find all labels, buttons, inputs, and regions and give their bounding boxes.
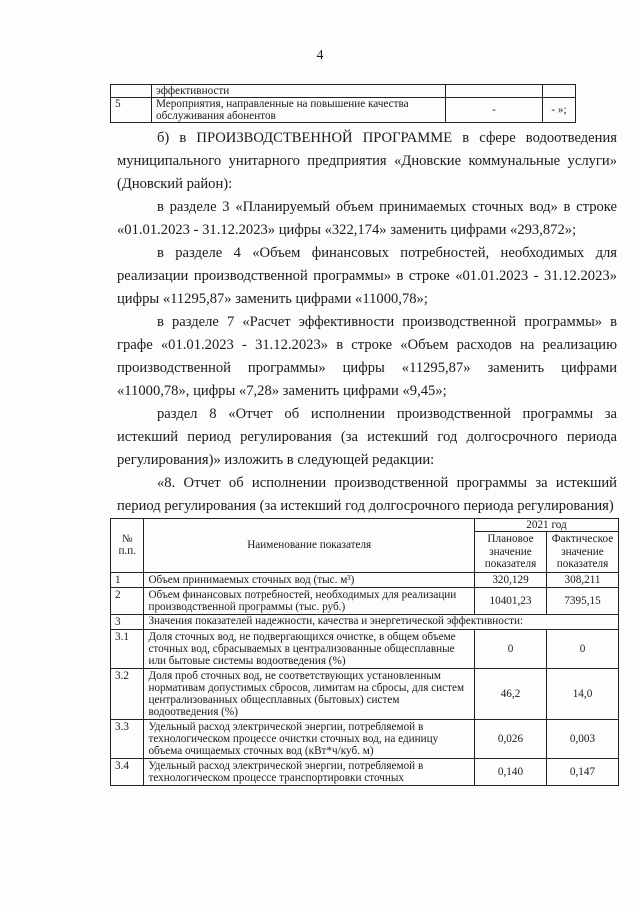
row-number: 3.4 xyxy=(111,758,144,785)
row-fact: 7395,15 xyxy=(546,587,618,614)
row-name: Доля сточных вод, не подвергающихся очистке, в общем объеме сточных вод, сбрасываемых в централизованные общесплавные или бытовые системы водоотведения (%) xyxy=(144,629,475,668)
header-num: № п.п. xyxy=(111,519,144,573)
row-name: Объем финансовых потребностей, необходимых для реализации производственной программы (тыс. руб.) xyxy=(144,587,475,614)
row-plan: 10401,23 xyxy=(475,587,547,614)
row-fact: 14,0 xyxy=(546,668,618,719)
table-row xyxy=(111,758,619,785)
row-text: Мероприятия, направленные на повышение качества обслуживания абонентов xyxy=(152,98,446,123)
table-row xyxy=(111,668,619,719)
paragraph-section-8: раздел 8 «Отчет об исполнении производственной программы за истекший период регулирования (за истекший год долгосрочного периода регулирования)» изложить в следующей редакции: xyxy=(117,406,617,468)
row-fact: 0,147 xyxy=(546,758,618,785)
row-number: 3.3 xyxy=(111,719,144,758)
page-number: 4 xyxy=(316,48,324,63)
row-text: эффективности xyxy=(152,85,446,98)
row-plan: 0 xyxy=(475,629,547,668)
table-row xyxy=(111,629,619,668)
row-plan: - xyxy=(446,98,543,123)
row-number: 3 xyxy=(111,614,144,629)
paragraph-section-4: в разделе 4 «Объем финансовых потребностей, необходимых для реализации производственной программы» в строке «01.01.2023 - 31.12.2023» цифры «11295,87» заменить цифрами «11000,78»; xyxy=(117,245,617,307)
table-row xyxy=(111,85,576,98)
row-plan: 46,2 xyxy=(475,668,547,719)
row-plan: 0,026 xyxy=(475,719,547,758)
row-fact: 0,003 xyxy=(546,719,618,758)
table-row xyxy=(111,98,576,123)
row-name: Удельный расход электрической энергии, потребляемой в технологическом процессе транспортировки сточных xyxy=(144,758,475,785)
table-section-row xyxy=(111,614,619,629)
row-number xyxy=(111,85,152,98)
row-number: 2 xyxy=(111,587,144,614)
header-fact: Фактическое значение показателя xyxy=(546,532,618,573)
paragraph-report-title: «8. Отчет об исполнении производственной программы за истекший период регулирования (за истекший год долгосрочного периода регулирования) xyxy=(117,475,617,514)
header-year: 2021 год xyxy=(475,519,619,532)
row-name: Удельный расход электрической энергии, потребляемой в технологическом процессе очистки сточных вод, на единицу объема очищаемых сточных вод (кВт*ч/куб. м) xyxy=(144,719,475,758)
row-fact xyxy=(543,85,576,98)
row-fact: 308,211 xyxy=(546,572,618,587)
paragraph-section-3: в разделе 3 «Планируемый объем принимаемых сточных вод» в строке «01.01.2023 - 31.12.2023» цифры «322,174» заменить цифрами «293,872»; xyxy=(117,199,617,238)
row-name: Объем принимаемых сточных вод (тыс. м³) xyxy=(144,572,475,587)
row-plan: 0,140 xyxy=(475,758,547,785)
header-plan: Плановое значение показателя xyxy=(475,532,547,573)
paragraph-section-7: в разделе 7 «Расчет эффективности производственной программы» в графе «01.01.2023 - 31.12.2023» в строке «Объем расходов на реализацию производственной программы» цифры «11295,87» заменить цифрами «11000,78», цифры «7,28» заменить цифрами «9,45»; xyxy=(117,314,617,399)
continued-table xyxy=(110,84,576,123)
table-row xyxy=(111,572,619,587)
table-row xyxy=(111,587,619,614)
row-name: Доля проб сточных вод, не соответствующих установленным нормативам допустимых сбросов, лимитам на сбросы, для систем централизованных общесплавных (бытовых) систем водоотведения (%) xyxy=(144,668,475,719)
row-number: 3.1 xyxy=(111,629,144,668)
paragraph-program-intro: б) в ПРОИЗВОДСТВЕННОЙ ПРОГРАММЕ в сфере водоотведения муниципального унитарного предприятия «Дновские коммунальные услуги» (Дновский район): xyxy=(117,130,617,192)
row-fact: 0 xyxy=(546,629,618,668)
section-heading: Значения показателей надежности, качества и энергетической эффективности: xyxy=(144,614,619,629)
row-number: 1 xyxy=(111,572,144,587)
row-number: 3.2 xyxy=(111,668,144,719)
table-row xyxy=(111,719,619,758)
table-header-row xyxy=(111,519,619,532)
document-body xyxy=(117,127,617,518)
header-name: Наименование показателя xyxy=(144,519,475,573)
row-number: 5 xyxy=(111,98,152,123)
row-plan: 320,129 xyxy=(475,572,547,587)
report-table xyxy=(110,518,619,786)
row-plan xyxy=(446,85,543,98)
row-fact: - »; xyxy=(543,98,576,123)
